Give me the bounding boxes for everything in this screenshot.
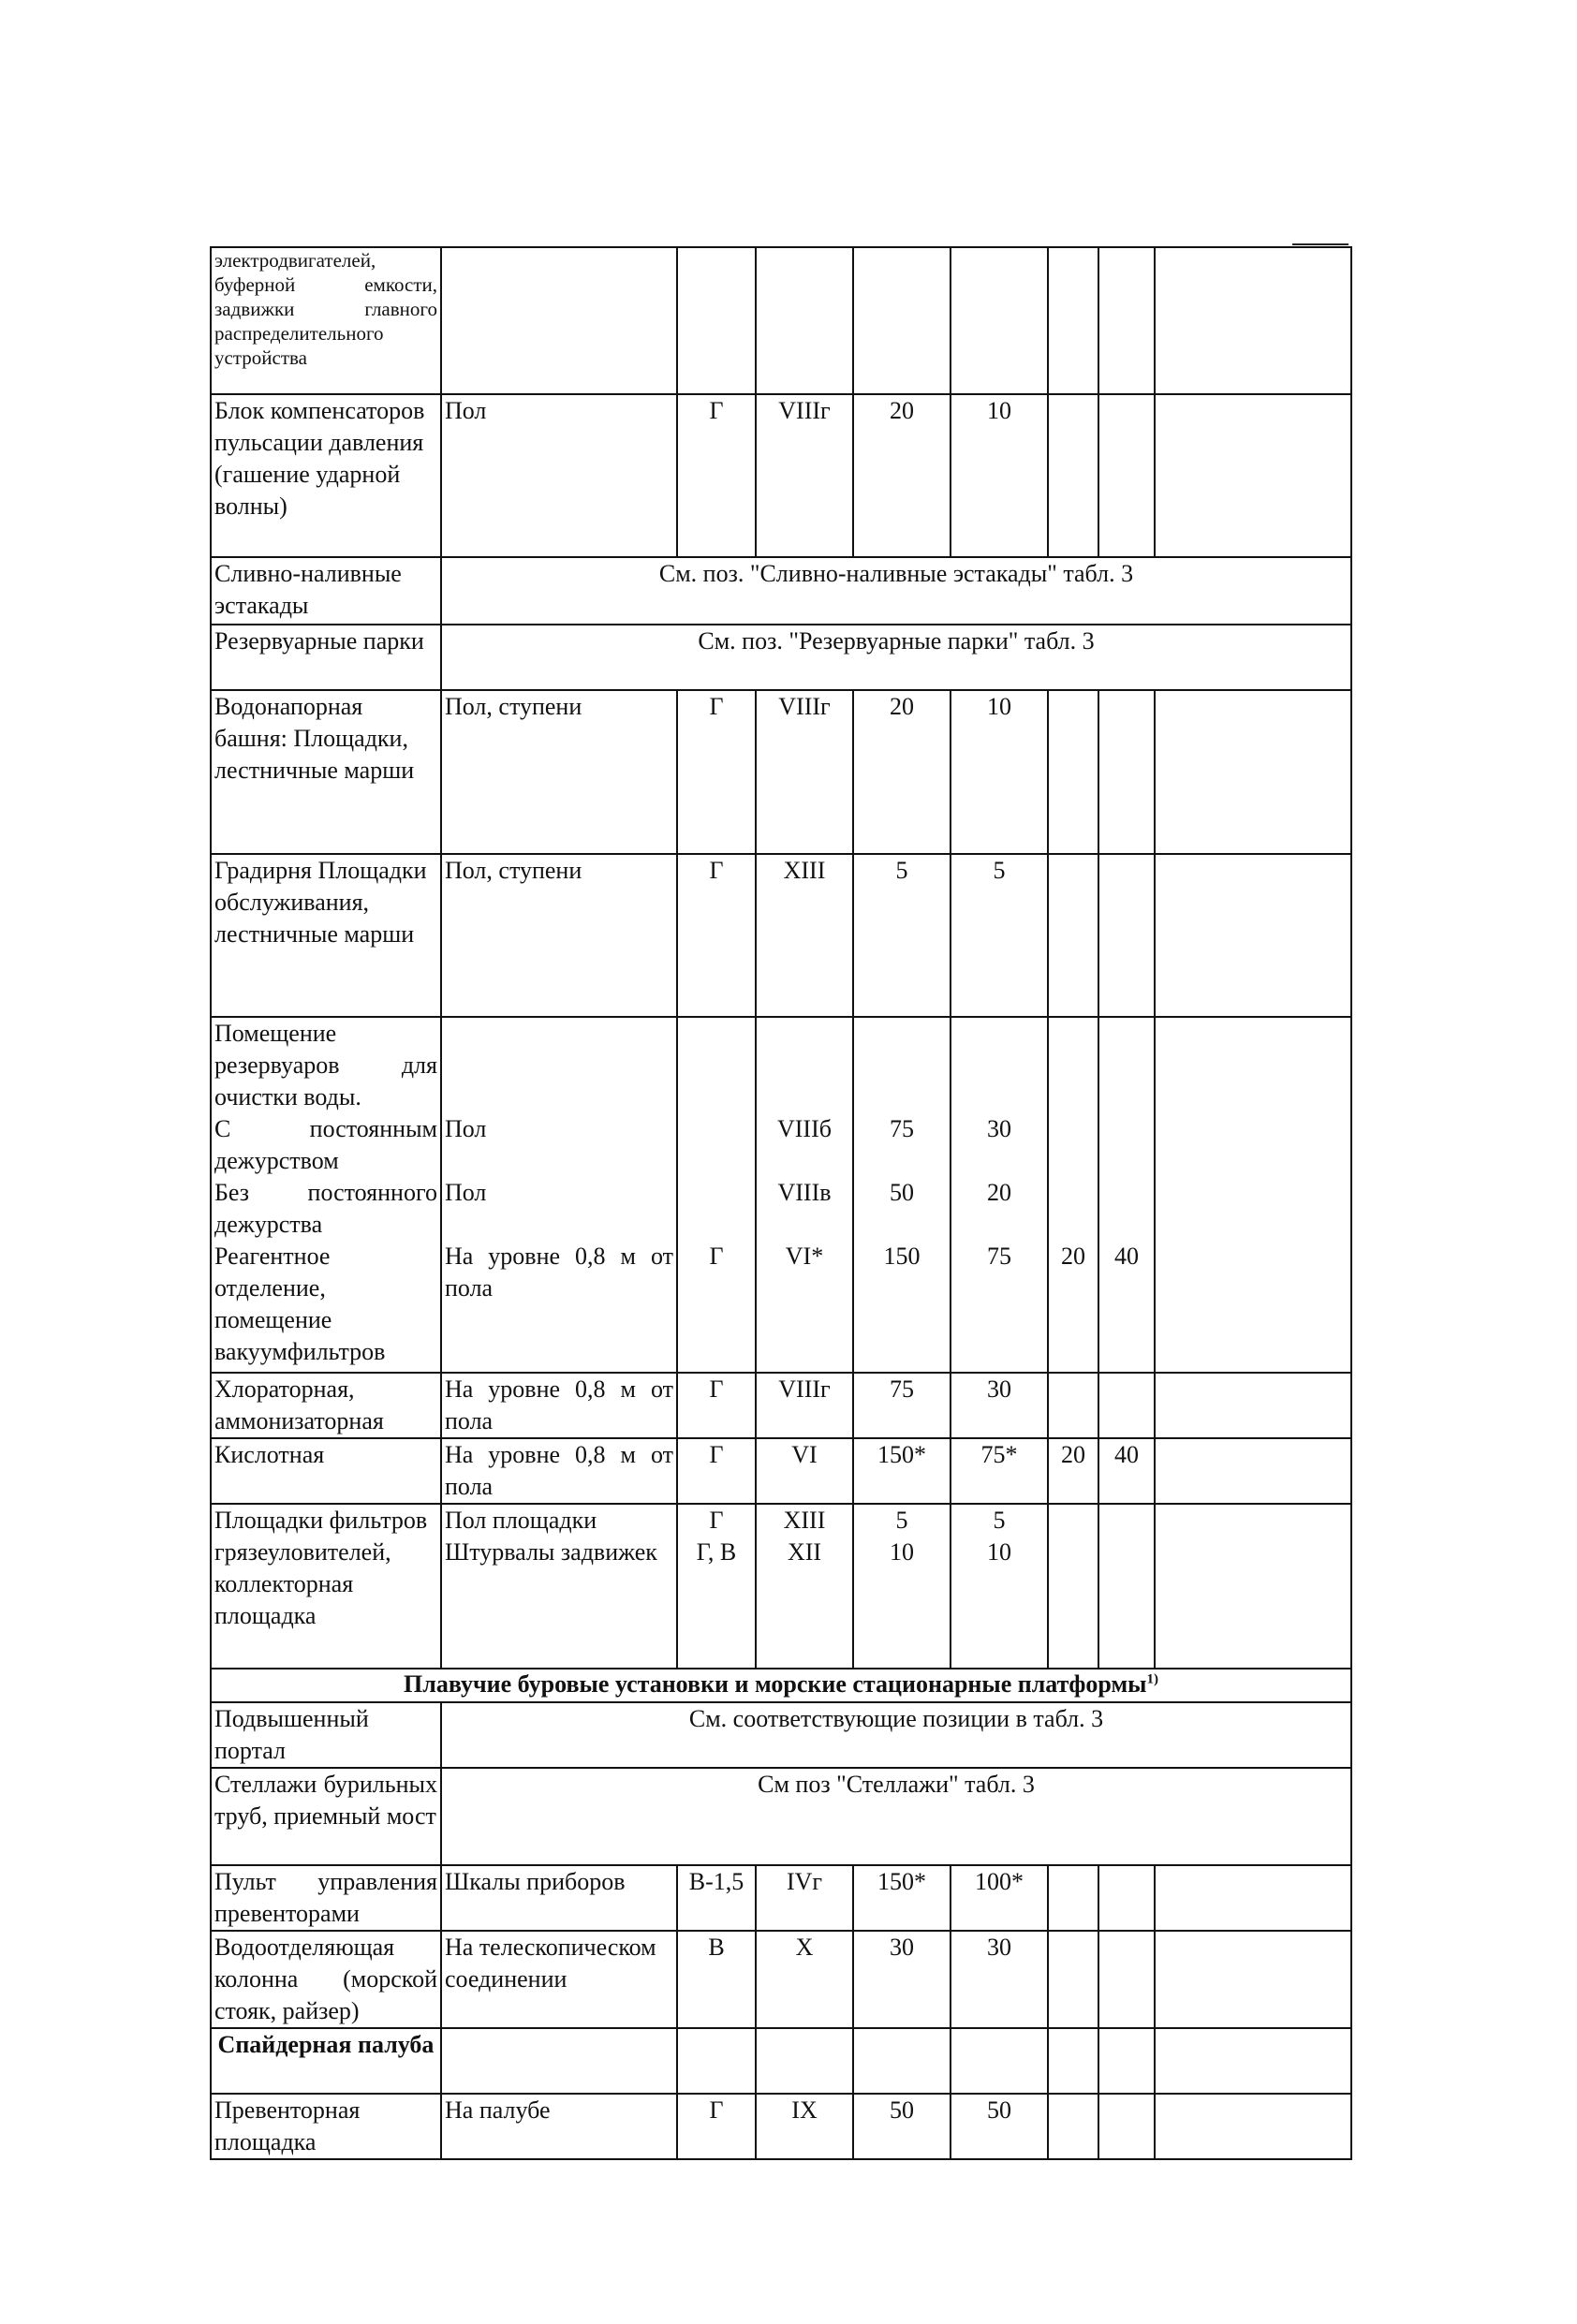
table-row xyxy=(211,1504,1351,1669)
reference-note-cell: См поз "Стеллажи" табл. 3 xyxy=(441,1768,1351,1865)
illumination-norms-table xyxy=(210,246,1352,2160)
table-row xyxy=(211,1702,1351,1768)
room-name-cell: электродвигателей, буферной емкости, задвижки главного распределительного устройства xyxy=(211,247,441,394)
value-cell xyxy=(1098,690,1155,854)
value-cell xyxy=(1048,2094,1098,2159)
subitem-surface: Пол xyxy=(445,1115,487,1142)
value-cell xyxy=(1048,1504,1098,1669)
table-row xyxy=(211,854,1351,1017)
value-cell: 30 xyxy=(951,1931,1048,2028)
value-cell: 150* xyxy=(853,1438,951,1504)
value-cell xyxy=(1098,2094,1155,2159)
value-cell xyxy=(1098,1504,1155,1669)
reference-note-cell: См. соответствующие позиции в табл. 3 xyxy=(441,1702,1351,1768)
table-row xyxy=(211,2028,1351,2094)
subitem-name: Реагентное отделение, помещение вакуумфильтров xyxy=(214,1243,386,1365)
section-footnote-mark: 1) xyxy=(1146,1671,1158,1687)
plane-cell xyxy=(677,1017,756,1373)
surface-cell: На уровне 0,8 м от пола xyxy=(441,1438,677,1504)
room-name-cell: Подвышенный портал xyxy=(211,1702,441,1768)
room-name-cell: Хлораторная, аммонизаторная xyxy=(211,1373,441,1438)
surface-cell: На уровне 0,8 м от пола xyxy=(441,1373,677,1438)
surface-cell xyxy=(441,247,677,394)
page-edge-line xyxy=(1292,243,1349,245)
plane-cell: В-1,5 xyxy=(677,1865,756,1931)
room-name-cell: Площадки фильтров грязеуловителей, коллекторная площадка xyxy=(211,1504,441,1669)
subitem-plane: Г, В xyxy=(696,1538,737,1566)
value-cell xyxy=(1155,1504,1351,1669)
value-cell xyxy=(1098,2028,1155,2094)
category-cell xyxy=(756,1017,853,1373)
table-row xyxy=(211,557,1351,625)
category-cell: XIII xyxy=(756,854,853,1017)
section-header-row xyxy=(211,1669,1351,1702)
surface-cell: На палубе xyxy=(441,2094,677,2159)
subitem-value: 50 xyxy=(890,1179,914,1206)
surface-cell: Пол, ступени xyxy=(441,690,677,854)
value-cell xyxy=(1155,2094,1351,2159)
subitem-value: 10 xyxy=(890,1538,914,1566)
category-cell: IX xyxy=(756,2094,853,2159)
subitem-surface: Штурвалы задвижек xyxy=(445,1538,657,1566)
value-cell: 100* xyxy=(951,1865,1048,1931)
value-cell xyxy=(1048,1017,1098,1373)
value-cell xyxy=(1155,1865,1351,1931)
room-name-cell: Кислотная xyxy=(211,1438,441,1504)
surface-cell: На телескопическом соединении xyxy=(441,1931,677,2028)
subitem-category: VIIIв xyxy=(777,1179,832,1206)
value-cell xyxy=(1098,247,1155,394)
plane-cell: Г xyxy=(677,2094,756,2159)
subitem-category: XIII xyxy=(783,1507,826,1534)
value-cell: 40 xyxy=(1098,1438,1155,1504)
value-cell: 50 xyxy=(853,2094,951,2159)
surface-cell xyxy=(441,1504,677,1669)
subitem-plane: Г xyxy=(709,1243,724,1270)
table-row xyxy=(211,1017,1351,1373)
section-title-cell xyxy=(211,1669,1351,1702)
section-title: Плавучие буровые установки и морские стационарные платформы xyxy=(404,1670,1147,1698)
plane-cell: В xyxy=(677,1931,756,2028)
value-cell xyxy=(1155,854,1351,1017)
value-cell xyxy=(1155,2028,1351,2094)
value-cell xyxy=(1048,394,1098,557)
table-row xyxy=(211,690,1351,854)
plane-cell: Г xyxy=(677,1438,756,1504)
value-cell: 50 xyxy=(951,2094,1048,2159)
subitem-name: С постоянным дежурством xyxy=(214,1115,437,1174)
plane-cell: Г xyxy=(677,854,756,1017)
subitem-value: 30 xyxy=(987,1115,1011,1142)
room-name-cell: Пульт управления превенторами xyxy=(211,1865,441,1931)
subitem-value: 40 xyxy=(1114,1243,1139,1270)
subitem-surface: Пол площадки xyxy=(445,1507,597,1534)
category-cell: VIIIг xyxy=(756,1373,853,1438)
category-cell: VIIIг xyxy=(756,690,853,854)
value-cell: 75 xyxy=(853,1373,951,1438)
category-cell: X xyxy=(756,1931,853,2028)
value-cell xyxy=(1155,1017,1351,1373)
value-cell: 30 xyxy=(853,1931,951,2028)
table-row xyxy=(211,625,1351,690)
plane-cell xyxy=(677,2028,756,2094)
value-cell xyxy=(1155,394,1351,557)
value-cell xyxy=(1098,1865,1155,1931)
value-cell xyxy=(1155,247,1351,394)
value-cell xyxy=(1155,1931,1351,2028)
subitem-category: VIIIб xyxy=(777,1115,832,1142)
value-cell: 75* xyxy=(951,1438,1048,1504)
value-cell xyxy=(1155,1438,1351,1504)
table-row xyxy=(211,1931,1351,2028)
value-cell xyxy=(1155,1373,1351,1438)
plane-cell xyxy=(677,247,756,394)
value-cell: 20 xyxy=(853,394,951,557)
subitem-value: 150 xyxy=(883,1243,921,1270)
room-name-cell: Сливно-наливные эстакады xyxy=(211,557,441,625)
value-cell: 20 xyxy=(1048,1438,1098,1504)
table-row xyxy=(211,247,1351,394)
subitem-value: 20 xyxy=(1061,1243,1085,1270)
surface-cell: Пол, ступени xyxy=(441,854,677,1017)
room-name-cell: Резервуарные парки xyxy=(211,625,441,690)
subitem-surface: На уровне 0,8 м от пола xyxy=(445,1243,673,1302)
value-cell: 150* xyxy=(853,1865,951,1931)
category-cell xyxy=(756,247,853,394)
value-cell xyxy=(1048,854,1098,1017)
category-cell: VIIIг xyxy=(756,394,853,557)
value-cell: 5 xyxy=(853,854,951,1017)
surface-cell: Пол xyxy=(441,394,677,557)
room-name-cell: Водонапорная башня: Площадки, лестничные марши xyxy=(211,690,441,854)
surface-cell xyxy=(441,1017,677,1373)
table-row xyxy=(211,1865,1351,1931)
subitem-value: 10 xyxy=(987,1538,1011,1566)
subitem-category: XII xyxy=(787,1538,822,1566)
subitem-value: 20 xyxy=(987,1179,1011,1206)
value-cell: 5 xyxy=(951,854,1048,1017)
value-cell xyxy=(1098,1017,1155,1373)
surface-cell xyxy=(441,2028,677,2094)
table-row xyxy=(211,394,1351,557)
table-row xyxy=(211,1373,1351,1438)
subitem-surface: Пол xyxy=(445,1179,487,1206)
subitem-value: 5 xyxy=(993,1507,1006,1534)
value-cell xyxy=(1098,1373,1155,1438)
subitem-category: VI* xyxy=(785,1243,824,1270)
plane-cell xyxy=(677,1504,756,1669)
value-cell xyxy=(1098,1931,1155,2028)
value-cell: 10 xyxy=(951,690,1048,854)
table-row xyxy=(211,1768,1351,1865)
value-cell xyxy=(853,1504,951,1669)
value-cell: 10 xyxy=(951,394,1048,557)
value-cell xyxy=(1048,690,1098,854)
value-cell xyxy=(1048,1931,1098,2028)
room-name-cell: Стеллажи бурильных труб, приемный мост xyxy=(211,1768,441,1865)
value-cell xyxy=(1098,394,1155,557)
value-cell xyxy=(1048,1865,1098,1931)
value-cell xyxy=(853,2028,951,2094)
subitem-plane: Г xyxy=(709,1507,724,1534)
subitem-name: Без постоянного дежурства xyxy=(214,1179,437,1238)
room-name-cell xyxy=(211,1017,441,1373)
table-row xyxy=(211,1438,1351,1504)
reference-note-cell: См. поз. "Резервуарные парки" табл. 3 xyxy=(441,625,1351,690)
value-cell xyxy=(1155,690,1351,854)
value-cell: 30 xyxy=(951,1373,1048,1438)
value-cell: 20 xyxy=(853,690,951,854)
category-cell xyxy=(756,2028,853,2094)
value-cell xyxy=(951,2028,1048,2094)
plane-cell: Г xyxy=(677,690,756,854)
value-cell xyxy=(853,1017,951,1373)
plane-cell: Г xyxy=(677,394,756,557)
subitem-value: 5 xyxy=(895,1507,908,1534)
room-name-cell: Превенторная площадка xyxy=(211,2094,441,2159)
value-cell xyxy=(951,1017,1048,1373)
category-cell: VI xyxy=(756,1438,853,1504)
subitem-value: 75 xyxy=(987,1243,1011,1270)
value-cell xyxy=(1098,854,1155,1017)
value-cell xyxy=(1048,2028,1098,2094)
surface-cell: Шкалы приборов xyxy=(441,1865,677,1931)
value-cell xyxy=(1048,1373,1098,1438)
room-name-cell: Градирня Площадки обслуживания, лестничные марши xyxy=(211,854,441,1017)
room-name-cell: Водоотделяющая колонна (морской стояк, райзер) xyxy=(211,1931,441,2028)
room-name-cell: Спайдерная палуба xyxy=(211,2028,441,2094)
value-cell xyxy=(951,247,1048,394)
reference-note-cell: См. поз. "Сливно-наливные эстакады" табл. 3 xyxy=(441,557,1351,625)
subitem-value: 75 xyxy=(890,1115,914,1142)
room-name-cell: Блок компенсаторов пульсации давления (гашение ударной волны) xyxy=(211,394,441,557)
table-row xyxy=(211,2094,1351,2159)
category-cell xyxy=(756,1504,853,1669)
group-heading: Помещение резервуаров для очистки воды. xyxy=(214,1020,437,1111)
plane-cell: Г xyxy=(677,1373,756,1438)
value-cell xyxy=(951,1504,1048,1669)
value-cell xyxy=(1048,247,1098,394)
value-cell xyxy=(853,247,951,394)
category-cell: IVг xyxy=(756,1865,853,1931)
